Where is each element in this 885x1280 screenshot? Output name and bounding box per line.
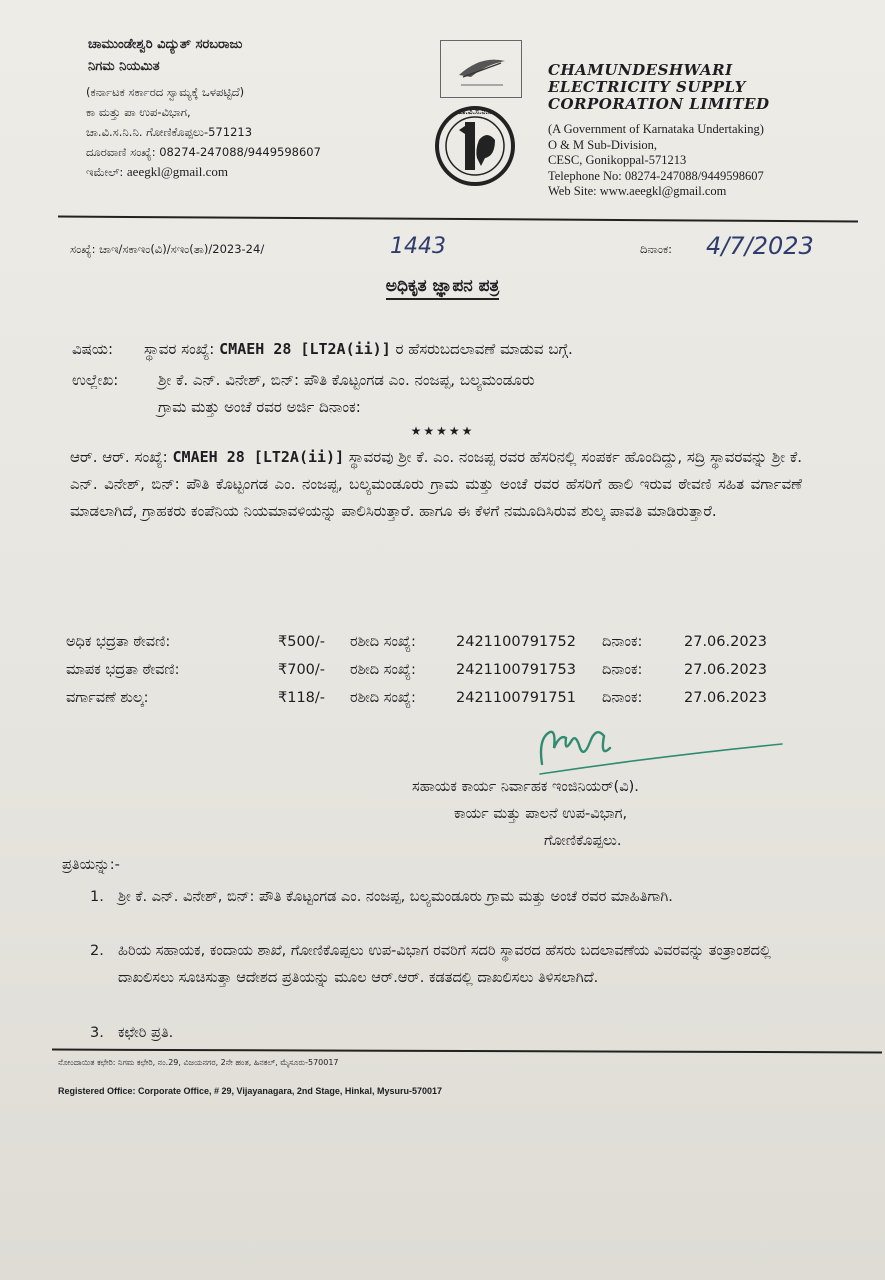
copy-item-number: 3. (90, 1025, 104, 1041)
en-subdivision: O & M Sub-Division, (548, 137, 658, 152)
fee-date-label: ದಿನಾಂಕ: (602, 662, 643, 678)
kn-subdivision: ಕಾ ಮತ್ತು ಪಾ ಉಪ-ವಿಭಾಗ, (86, 105, 191, 119)
subject-suffix: ರ ಹೆಸರುಬದಲಾವಣೆ ಮಾಡುವ ಬಗ್ಗೆ. (390, 340, 573, 358)
kn-company-line2: ನಿಗಮ ನಿಯಮಿತ (88, 59, 160, 74)
fee-date-label: ದಿನಾಂಕ: (602, 634, 643, 650)
copy-item-text: ಕಛೇರಿ ಪ್ರತಿ. (118, 1025, 174, 1041)
en-address: CESC, Gonikoppal-571213 (548, 153, 687, 167)
copy-item-number: 2. (90, 943, 104, 959)
body-prefix: ಆರ್. ಆರ್. ಸಂಖ್ಯೆ: (70, 448, 173, 466)
subject-code: CMAEH 28 [LT2A(ii)] (219, 340, 391, 358)
fee-label: ಮಾಪಕ ಭದ್ರತಾ ಠೇವಣಿ: (66, 662, 180, 678)
copy-item (90, 884, 812, 938)
copy-item-text: ಶ್ರೀ ಕೆ. ಎನ್. ವಿನೇಶ್, ಬಿನ್: ಪೌತಿ ಕೊಟ್ಟಂಗಡ ಎಂ. ನಂಜಪ್ಪ, ಬಲ್ಯಮಂಡೂರು ಗ್ರಾಮ ಮತ್ತು ಅಂಚೆ ರವರ ಮಾಹಿತಿಗಾಗಿ. (118, 889, 673, 905)
footer-kn: ನೋಂದಾಯಿತ ಕಛೇರಿ: ನಿಗಮ ಕಛೇರಿ, ನಂ.29, ವಿಜಯನಗರ, 2ನೇ ಹಂತ, ಹಿನಕಲ್, ಮೈಸೂರು-570017 (58, 1058, 339, 1067)
fee-label: ಅಧಿಕ ಭದ್ರತಾ ಠೇವಣಿ: (66, 634, 171, 650)
copy-item (90, 1020, 812, 1047)
en-phone: Telephone No: 08274-247088/9449598607 (548, 168, 764, 183)
reference-number: 1443 (390, 234, 446, 259)
signatory-office: ಕಾರ್ಯ ಮತ್ತು ಪಾಲನೆ ಉಪ-ವಿಭಾಗ, (454, 806, 628, 822)
ullekha-text (158, 367, 858, 421)
en-govt-line: (A Government of Karnataka Undertaking) (548, 122, 764, 136)
copies-heading: ಪ್ರತಿಯನ್ನು:- (62, 857, 120, 873)
signatory-designation: ಸಹಾಯಕ ಕಾರ್ಯ ನಿರ್ವಾಹಕ ಇಂಜಿನಿಯರ್(ವಿ). (412, 779, 639, 795)
body-text: ಸ್ಥಾವರವು ಶ್ರೀ ಕೆ. ಎಂ. ನಂಜಪ್ಪ ರವರ ಹೆಸರಿನಲ್ಲಿ ಸಂಪರ್ಕ ಹೊಂದಿದ್ದು, ಸದ್ರಿ ಸ್ಥಾವರವನ್ನು ಶ್ರೀ ಕೆ. ಎನ್. ವಿನೇಶ್, ಬಿನ್: ಪೌತಿ ಕೊಟ್ಟಂಗಡ ಎಂ. ನಂಜಪ್ಪ, ಬಲ್ಯಮಂಡೂರು ಗ್ರಾಮ ಮತ್ತು ಅಂಚೆ ರವರ ಹೆಸರಿಗೆ ಹಾಲಿ ಇರುವ ಠೇವಣಿ ಸಹಿತ ವರ್ಗಾವಣೆ ಮಾಡಲಾಗಿದೆ, ಗ್ರಾಹಕರು ಕಂಪೆನಿಯ ನಿಯಮಾವಳಿಯನ್ನು ಪಾಲಿಸಿರುತ್ತಾರೆ. ಹಾಗೂ ಈ ಕೆಳಗೆ ನಮೂದಿಸಿರುವ ಶುಲ್ಕ ಪಾವತಿ ಮಾಡಿರುತ್ತಾರೆ. (70, 448, 802, 520)
receipt-label: ರಶೀದಿ ಸಂಖ್ಯೆ: (350, 690, 416, 706)
body-paragraph (70, 444, 802, 525)
footer-rule (52, 1049, 882, 1054)
kn-email-value: aeegkl@gmail.com (126, 164, 229, 179)
reference-label: ಸಂಖ್ಯೆ: ಚಾಇ/ಸಕಾಇಂ(ವಿ)/ಸಇಂ(ತಾ)/2023-24/ (70, 242, 265, 256)
body-code: CMAEH 28 [LT2A(ii)] (172, 448, 345, 466)
kn-contact-block (86, 82, 426, 182)
kn-email-label: ಇಮೇಲ್: (86, 165, 124, 179)
kn-phone: ದೂರವಾಣಿ ಸಂಖ್ಯೆ: 08274-247088/9449598607 (86, 145, 321, 159)
stars-divider: ★★★★★ (410, 424, 475, 438)
fee-date: 27.06.2023 (684, 662, 768, 678)
en-company-line2: ELECTRICITY SUPPLY (548, 78, 746, 96)
cesc-logo (429, 100, 521, 210)
en-company-name (548, 62, 848, 113)
fee-row (66, 658, 826, 682)
date-value: 4/7/2023 (706, 232, 814, 260)
en-company-line3: CORPORATION LIMITED (548, 95, 770, 113)
memo-title: ಅಧಿಕೃತ ಜ್ಞಾಪನ ಪತ್ರ (386, 276, 499, 300)
feather-emblem-icon (441, 41, 521, 97)
signatory-block (410, 774, 830, 855)
fee-amount: ₹700/- (278, 662, 326, 678)
memo-title-wrap (0, 276, 885, 296)
cesc-logo-icon (429, 100, 521, 196)
footer-en: Registered Office: Corporate Office, # 29, Vijayanagara, 2nd Stage, Hinkal, Mysuru-570017 (58, 1086, 442, 1096)
receipt-number: 2421100791753 (456, 662, 576, 678)
fee-row (66, 686, 826, 710)
en-contact-block (548, 122, 848, 200)
fee-date: 27.06.2023 (684, 634, 768, 650)
subject-prefix: ಸ್ಥಾವರ ಸಂಖ್ಯೆ: (144, 340, 220, 358)
date-label: ದಿನಾಂಕ: (640, 242, 673, 256)
kn-govt-line: (ಕರ್ನಾಟಕ ಸರ್ಕಾರದ ಸ್ವಾಮ್ಯಕ್ಕೆ ಒಳಪಟ್ಟಿದೆ) (86, 85, 245, 99)
kn-address: ಚಾ.ವಿ.ಸ.ನಿ.ನಿ. ಗೋಣಿಕೊಪ್ಪಲು-571213 (86, 125, 253, 139)
kn-email-line (86, 162, 426, 182)
receipt-number: 2421100791751 (456, 690, 576, 706)
emblem-box (440, 40, 522, 98)
reference-line (70, 232, 850, 264)
ullekha-line1: ಶ್ರೀ ಕೆ. ಎನ್. ವಿನೇಶ್, ಬಿನ್: ಪೌತಿ ಕೊಟ್ಟಂಗಡ ಎಂ. ನಂಜಪ್ಪ, ಬಲ್ಯಮಂಡೂರು (158, 371, 535, 389)
fee-amount: ₹500/- (278, 634, 326, 650)
en-company-line1: CHAMUNDESHWARI (548, 61, 733, 79)
fee-date: 27.06.2023 (684, 690, 768, 706)
subject-text (144, 336, 573, 363)
fee-label: ವರ್ಗಾವಣೆ ಶುಲ್ಕ: (66, 690, 149, 706)
en-web: Web Site: www.aeegkl@gmail.com (548, 184, 727, 198)
copy-item-number: 1. (90, 889, 104, 905)
kn-company-line1: ಚಾಮುಂಡೇಶ್ವರಿ ವಿದ್ಯುತ್ ಸರಬರಾಜು (88, 37, 243, 52)
copy-item (90, 938, 812, 1019)
ullekha-label: ಉಲ್ಲೇಖ: (72, 371, 119, 389)
svg-text:ಚಾ.ವಿ.ಸ.ನಿ.ನಿ: ಚಾ.ವಿ.ಸ.ನಿ.ನಿ (458, 108, 492, 116)
signatory-place: ಗೋಣಿಕೊಪ್ಪಲು. (544, 833, 622, 849)
fee-date-label: ದಿನಾಂಕ: (602, 690, 643, 706)
fee-row (66, 630, 826, 654)
ullekha-line2: ಗ್ರಾಮ ಮತ್ತು ಅಂಚೆ ರವರ ಅರ್ಜಿ ದಿನಾಂಕ: (158, 398, 361, 416)
receipt-label: ರಶೀದಿ ಸಂಖ್ಯೆ: (350, 634, 416, 650)
kn-company-name (88, 34, 408, 78)
receipt-number: 2421100791752 (456, 634, 576, 650)
copy-item-text: ಹಿರಿಯ ಸಹಾಯಕ, ಕಂದಾಯ ಶಾಖೆ, ಗೋಣಿಕೊಪ್ಪಲು ಉಪ-ವಿಭಾಗ ರವರಿಗೆ ಸದರಿ ಸ್ಥಾವರದ ಹೆಸರು ಬದಲಾವಣೆಯ ವಿವರವನ್ನು ತಂತ್ರಾಂಶದಲ್ಲಿ ದಾಖಲಿಸಲು ಸೂಚಿಸುತ್ತಾ ಆದೇಶದ ಪ್ರತಿಯನ್ನು ಮೂಲ ಆರ್.ಆರ್. ಕಡತದಲ್ಲಿ ದಾಖಲಿಸಲು ತಿಳಿಸಲಾಗಿದೆ. (118, 943, 771, 986)
header-rule (58, 216, 858, 223)
subject-label: ವಿಷಯ: (72, 340, 113, 358)
fee-amount: ₹118/- (278, 690, 326, 706)
receipt-label: ರಶೀದಿ ಸಂಖ್ಯೆ: (350, 662, 416, 678)
